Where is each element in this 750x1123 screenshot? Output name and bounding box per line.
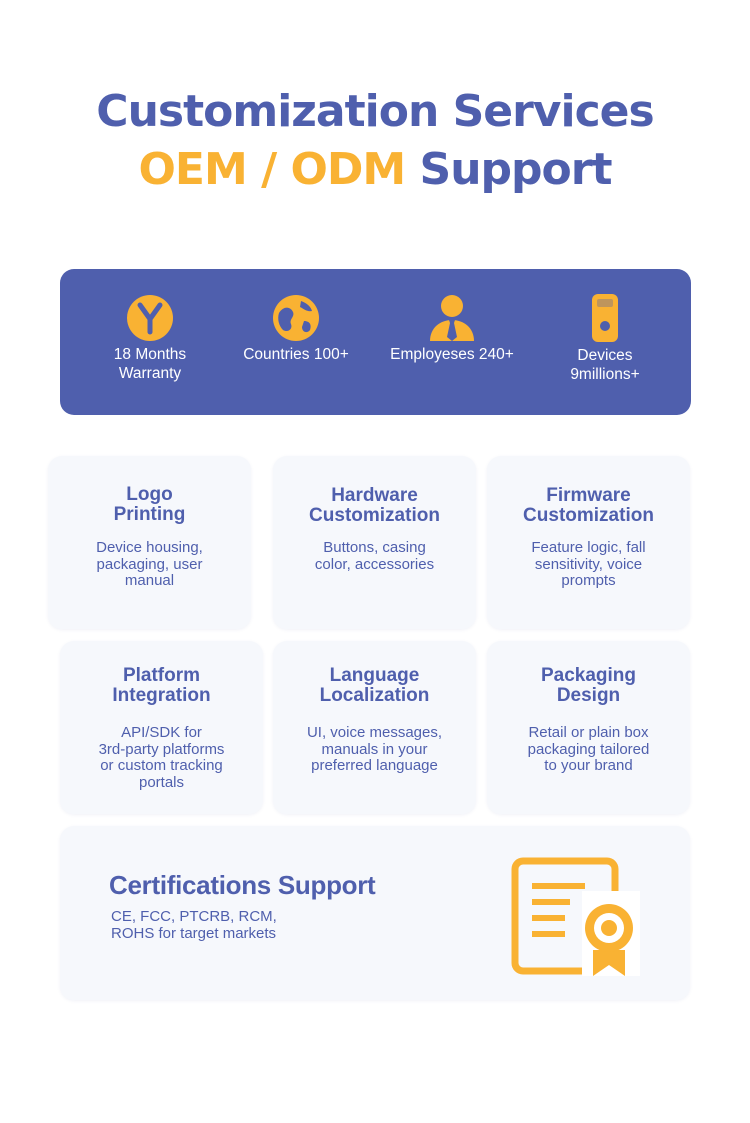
stat-countries (226, 269, 366, 415)
service-card-packaging (487, 641, 690, 814)
service-desc: Retail or plain box packaging tailored to your brand (527, 724, 650, 774)
service-title: Packaging Design (540, 665, 637, 706)
service-card-language (273, 641, 476, 814)
service-card-logo-printing (48, 456, 251, 629)
stat-label: Employeses 240+ (390, 346, 514, 363)
stat-label: Devices 9millions+ (570, 347, 640, 383)
service-title: Firmware Customization (523, 485, 654, 526)
certifications-title: Certifications Support (109, 870, 376, 900)
stats-banner (60, 269, 691, 415)
service-desc: UI, voice messages, manuals in your preferred language (306, 724, 443, 774)
stat-devices (538, 269, 672, 415)
globe-icon (271, 293, 321, 343)
service-title: Language Localization (319, 665, 430, 706)
certificate-icon (510, 856, 640, 981)
y-badge-icon (125, 293, 175, 343)
service-card-firmware (487, 456, 690, 629)
service-title: Hardware Customization (309, 485, 440, 526)
service-desc: Buttons, casing color, accessories (314, 539, 435, 573)
subtitle-rest: Support (419, 144, 612, 195)
page-title: Customization Services (96, 86, 654, 137)
stat-employees (376, 269, 528, 415)
employee-icon (427, 293, 477, 343)
stat-warranty (70, 269, 230, 415)
stat-label: Countries 100+ (243, 346, 349, 363)
service-card-hardware (273, 456, 476, 629)
stat-label: 18 Months Warranty (113, 346, 187, 382)
subtitle-accent: OEM / ODM (138, 144, 406, 195)
service-card-platform (60, 641, 263, 814)
service-title: Platform Integration (112, 665, 211, 706)
certifications-card (60, 826, 690, 1000)
device-icon (580, 293, 630, 343)
service-desc: Device housing, packaging, user manual (96, 539, 203, 589)
certifications-desc: CE, FCC, PTCRB, RCM, ROHS for target markets (111, 908, 277, 942)
service-desc: Feature logic, fall sensitivity, voice prompts (531, 539, 646, 589)
page-subtitle (0, 144, 750, 195)
service-title: Logo Printing (113, 484, 186, 525)
service-desc: API/SDK for 3rd-party platforms or custom tracking portals (98, 724, 225, 791)
